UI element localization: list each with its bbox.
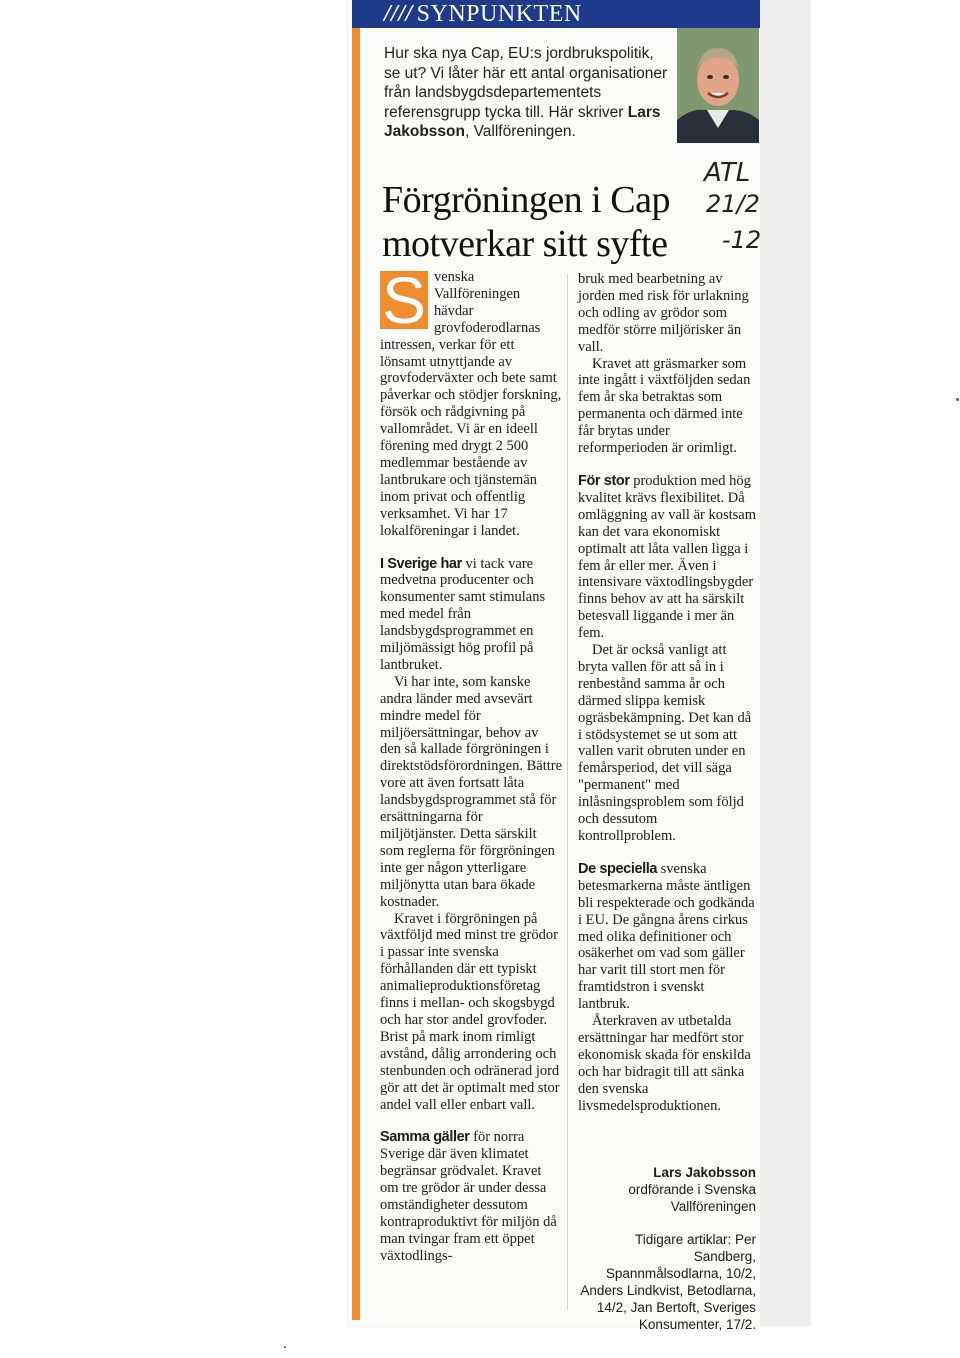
section-title: SYNPUNKTEN	[416, 1, 582, 27]
paragraph	[380, 1129, 562, 1264]
author-signature	[578, 1164, 756, 1215]
handwritten-source: ATL	[704, 158, 751, 188]
paragraph: Återkraven av utbetalda ersättningar har medfört stor ekonomisk skada för enskilda och har bidragit till att sänka den svenska livsmedelsproduktionen.	[578, 1013, 751, 1114]
accent-bar	[352, 28, 360, 1320]
article-column-left	[380, 263, 563, 1265]
paragraph: Kravet i förgröningen på växtföljd med minst tre grödor i passar inte svenska förhållanden där ett typiskt animalieproduktionsföretag finns i mellan- och skogsbygd och har stor andel grovfoder. Brist på mark inom rimligt avstånd, dålig arrondering och stenbunden och odränerad jord gör att det är optimalt med stor andel vall eller enbart vall.	[380, 910, 560, 1113]
paragraph: bruk med bearbetning av jorden med risk för urlakning och odling av grödor som medför större miljörisker än vall.	[578, 271, 749, 355]
intro-author: Lars Jakobsson	[384, 103, 661, 141]
article-column-right	[578, 271, 758, 1115]
paragraph-text: svenska betesmarkerna måste äntligen bli respekterade och godkända i EU. De gångna årens cirkus med olika definitioner och osäkerhet om vad som gäller har varit till stort men för framtidstron i svenskt lantbruk.	[578, 860, 755, 1013]
paragraph-lead: De speciella	[578, 860, 658, 877]
intro-body: Hur ska nya Cap, EU:s jordbrukspolitik, se ut? Vi låter här ett antal organisationer från landsbygdsdepartementets referensgrupp tycka till. Här skriver	[384, 45, 668, 121]
scan-speck	[284, 1346, 286, 1348]
paragraph: Vi har inte, som kanske andra länder med avsevärt mindre medel för miljöersättningar, behov av den så kallade förgröningen i direktstödsförordningen. Bättre vore att även fortsatt låta landsbygdsprogrammet stå för ersättningarna för miljötjänster. Detta särskilt som reglerna för förgröningen inte ger någon ytterligare miljönytta utan bara ökade kostnader.	[380, 673, 563, 910]
paragraph-text: venska Vallföreningen hävdar grovfoderodlarnas intressen, verkar för ett lönsamt utnyttjande av grovfoderväxter och bete samt påverkar och stödjer forskning, försök och rådgivning på vallområdet. Vi är en ideell förening med drygt 2 500 medlemmar bestående av lantbrukare och tjänstemän inom privat och offentlig verksamhet. Vi har 17 lokalföreningar i landet.	[380, 269, 562, 539]
paragraph-text: produktion med hög kvalitet krävs flexibilitet. Då omläggning av vall är kostsam kan det vara ekonomiskt optimalt att låta vallen ligga i fem år eller mer. Även i intensivare växtodlingsbygder finns behov av att ha särskilt betesvall liggande i mer än fem.	[578, 472, 756, 642]
scan-speck	[956, 398, 959, 401]
paragraph-lead: Samma gäller	[380, 1129, 470, 1146]
intro-text	[384, 44, 674, 142]
handwritten-annotation	[700, 158, 780, 268]
paragraph: Kravet att gräsmarker som inte ingått i växtföljden sedan fem år ska betraktas som permanenta och därmed inte får brytas under reformperioden är orimligt.	[578, 355, 751, 457]
section-header	[352, 0, 760, 28]
paragraph	[380, 556, 562, 674]
paragraph-lead: I Sverige har	[380, 555, 462, 572]
author-photo	[677, 28, 759, 143]
handwritten-year: -12	[722, 226, 762, 254]
column-divider	[567, 274, 568, 1310]
paragraph-text: för norra Sverige där även klimatet begränsar grödvalet. Kravet om tre grödor är under dessa omständigheter dessutom kontraproduktivt för miljön då man tvingar fram ett öppet växtodlings-	[380, 1129, 557, 1264]
previous-articles: Tidigare artiklar: Per Sandberg, Spannmålsodlarna, 10/2, Anders Lindkvist, Betodlarna, 14/2, Jan Bertoft, Sveriges Konsumenter, 17/2.	[580, 1232, 756, 1332]
article-headline: Förgröningen i Cap motverkar sitt syfte	[382, 179, 670, 265]
section-slashes: ////	[384, 1, 413, 27]
paragraph	[380, 263, 562, 540]
paragraph-lead: För stor	[578, 472, 630, 489]
paragraph-text: vi tack vare medvetna producenter och konsumenter samt stimulans med medel från landsbygdsprogrammet en miljömässigt hög profil på lantbruket.	[380, 555, 546, 673]
intro-org: , Vallföreningen.	[464, 123, 576, 141]
paragraph	[578, 861, 758, 1013]
handwritten-date: 21/2	[706, 190, 760, 218]
paragraph: Det är också vanligt att bryta vallen för att så in i renbestånd samma år och därmed slippa kemisk ogräsbekämpning. Det kan då i stödsystemet se ut som att vallen varit obruten under en femårsperiod, det vill säga "permanent" med inlåsningsproblem som följd och dessutom kontrollproblem.	[578, 642, 752, 844]
author-portrait-icon	[677, 28, 759, 143]
signature-name: Lars Jakobsson	[653, 1165, 756, 1180]
drop-cap: S	[381, 263, 427, 337]
signature-title: ordförande i Svenska Vallföreningen	[628, 1182, 756, 1214]
paragraph	[578, 473, 758, 642]
